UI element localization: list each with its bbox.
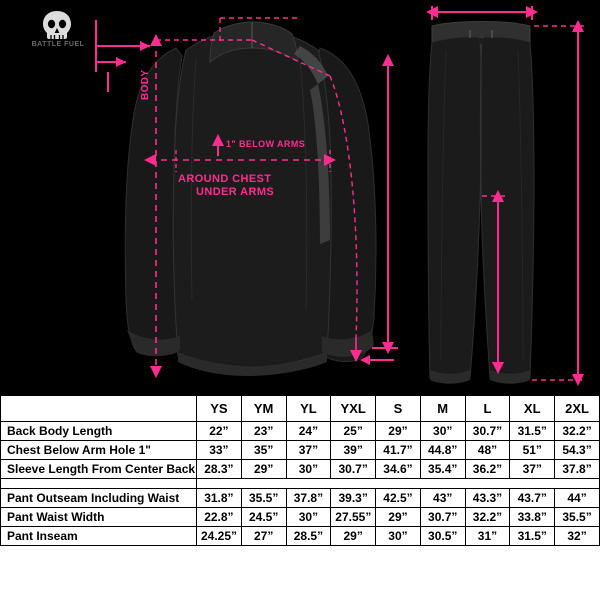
cell: 29” <box>241 460 286 479</box>
size-header-l: L <box>465 396 510 422</box>
cell: 42.5” <box>376 489 421 508</box>
cell: 30” <box>376 527 421 546</box>
table-header-row <box>1 396 600 422</box>
cell: 25” <box>331 422 376 441</box>
size-header-yl: YL <box>286 396 331 422</box>
row-label-pant-inseam: Pant Inseam <box>1 527 197 546</box>
cell: 54.3” <box>555 441 600 460</box>
cell: 35” <box>241 441 286 460</box>
cell: 43” <box>420 489 465 508</box>
skull-icon <box>40 10 74 40</box>
size-header-2xl: 2XL <box>555 396 600 422</box>
cell: 34.6” <box>376 460 421 479</box>
cell: 35.5” <box>555 508 600 527</box>
cell: 37.8” <box>286 489 331 508</box>
cell: 30” <box>286 508 331 527</box>
cell: 32.2” <box>555 422 600 441</box>
size-header-m: M <box>420 396 465 422</box>
cell: 24” <box>286 422 331 441</box>
size-header-yxl: YXL <box>331 396 376 422</box>
cell: 30.7” <box>331 460 376 479</box>
row-label-sleeve-length: Sleeve Length From Center Back <box>1 460 197 479</box>
row-label-pant-waist-width: Pant Waist Width <box>1 508 197 527</box>
cell: 32” <box>555 527 600 546</box>
cell: 33.8” <box>510 508 555 527</box>
size-header-s: S <box>376 396 421 422</box>
table-row <box>1 489 600 508</box>
cell: 33” <box>197 441 242 460</box>
cell: 37” <box>510 460 555 479</box>
size-header-xl: XL <box>510 396 555 422</box>
table-row <box>1 527 600 546</box>
cell: 30.7” <box>465 422 510 441</box>
row-label-back-body-length: Back Body Length <box>1 422 197 441</box>
cell: 35.5” <box>241 489 286 508</box>
cell: 41.7” <box>376 441 421 460</box>
cell: 43.3” <box>465 489 510 508</box>
cell: 35.4” <box>420 460 465 479</box>
under-arms-label: UNDER ARMS <box>196 186 275 198</box>
cell: 29” <box>331 527 376 546</box>
cell: 28.3” <box>197 460 242 479</box>
cell: 44” <box>555 489 600 508</box>
cell: 44.8” <box>420 441 465 460</box>
cell: 39” <box>331 441 376 460</box>
cell: 22” <box>197 422 242 441</box>
below-arms-label: 1" BELOW ARMS <box>226 139 306 149</box>
cell: 29” <box>376 422 421 441</box>
cell: 24.25” <box>197 527 242 546</box>
cell: 48” <box>465 441 510 460</box>
cell: 31.5” <box>510 527 555 546</box>
table-row <box>1 508 600 527</box>
cell: 30” <box>286 460 331 479</box>
table-row <box>1 441 600 460</box>
cell: 31.8” <box>197 489 242 508</box>
cell: 27” <box>241 527 286 546</box>
cell: 28.5” <box>286 527 331 546</box>
cell: 27.55” <box>331 508 376 527</box>
cell: 30.7” <box>420 508 465 527</box>
brand-logo <box>12 10 104 62</box>
cell: 31” <box>465 527 510 546</box>
cell: 22.8” <box>197 508 242 527</box>
around-chest-label: AROUND CHEST <box>178 173 272 185</box>
table-row <box>1 460 600 479</box>
size-header-ym: YM <box>241 396 286 422</box>
table-row <box>1 422 600 441</box>
size-table-container <box>0 395 600 600</box>
brand-name: BATTLE FUEL <box>31 41 85 48</box>
row-label-chest-below-arm-hole: Chest Below Arm Hole 1" <box>1 441 197 460</box>
jacket-graphic <box>125 22 376 376</box>
spacer-cell <box>197 479 600 489</box>
cell: 43.7” <box>510 489 555 508</box>
row-label-pant-outseam: Pant Outseam Including Waist <box>1 489 197 508</box>
cell: 39.3” <box>331 489 376 508</box>
cell: 36.2” <box>465 460 510 479</box>
cell: 24.5” <box>241 508 286 527</box>
cell: 30” <box>420 422 465 441</box>
cell: 30.5” <box>420 527 465 546</box>
body-label: BODY <box>140 69 151 100</box>
cell: 23” <box>241 422 286 441</box>
size-table <box>0 395 600 546</box>
size-header-ys: YS <box>197 396 242 422</box>
cell: 32.2” <box>465 508 510 527</box>
cell: 29” <box>376 508 421 527</box>
table-spacer-row <box>1 479 600 489</box>
pants-graphic <box>428 22 534 384</box>
cell: 31.5” <box>510 422 555 441</box>
spacer-cell <box>1 479 197 489</box>
cell: 37” <box>286 441 331 460</box>
cell: 51” <box>510 441 555 460</box>
cell: 37.8” <box>555 460 600 479</box>
table-corner-cell <box>1 396 197 422</box>
